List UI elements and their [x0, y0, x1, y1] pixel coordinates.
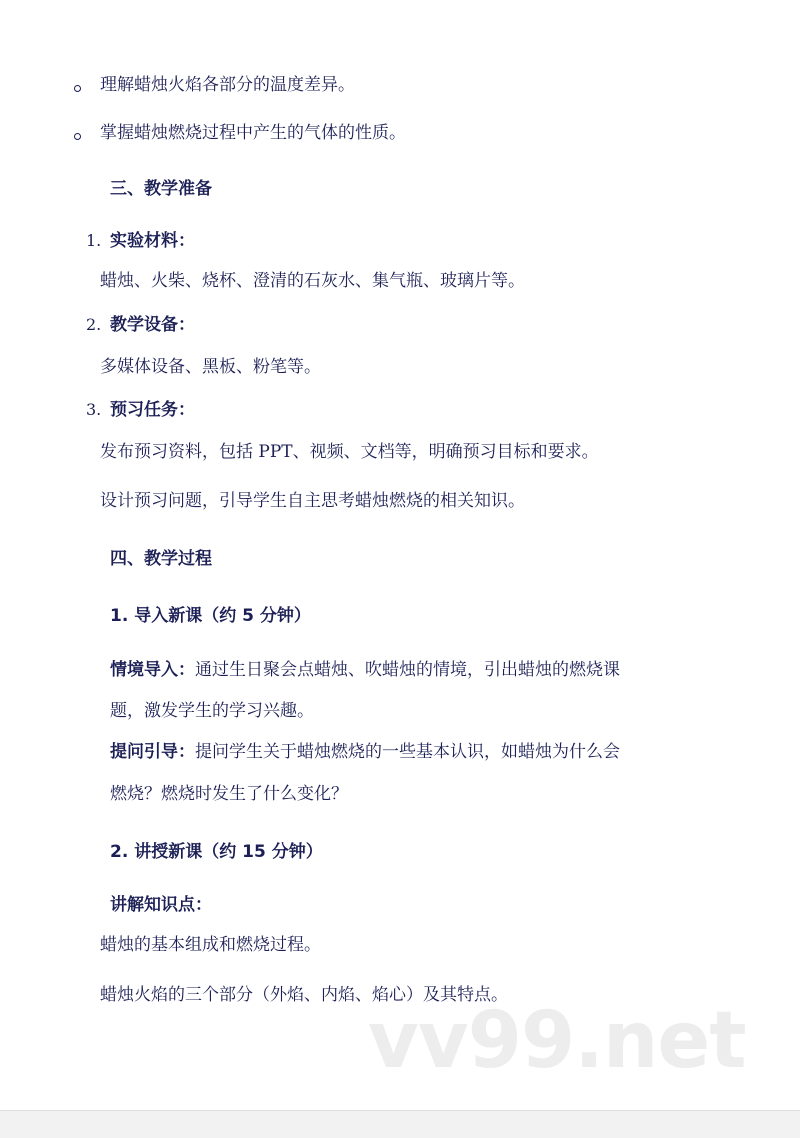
- paragraph-label: 情境导入：: [110, 660, 195, 680]
- list-number: 2.: [86, 315, 102, 334]
- bullet-icon: [74, 85, 81, 92]
- objective-text: 理解蜡烛火焰各部分的温度差异。: [100, 75, 355, 95]
- paragraph-label: 提问引导：: [110, 742, 195, 762]
- objective-text: 掌握蜡烛燃烧过程中产生的气体的性质。: [100, 123, 406, 143]
- list-item-body: 发布预习资料，包括 PPT、视频、文档等，明确预习目标和要求。: [100, 442, 599, 462]
- list-number: 1.: [86, 231, 102, 250]
- paragraph-line: 题，激发学生的学习兴趣。: [110, 701, 314, 721]
- list-number: 3.: [86, 400, 102, 419]
- page-footer-bar: [0, 1110, 800, 1138]
- list-item-title: 实验材料：: [110, 231, 195, 251]
- bullet-icon: [74, 133, 81, 140]
- paragraph-label: 讲解知识点：: [110, 895, 212, 915]
- paragraph-text: 通过生日聚会点蜡烛、吹蜡烛的情境，引出蜡烛的燃烧课: [195, 660, 620, 680]
- paragraph-line: [110, 740, 620, 764]
- paragraph-line: 蜡烛火焰的三个部分（外焰、内焰、焰心）及其特点。: [100, 985, 508, 1005]
- list-item-body: 多媒体设备、黑板、粉笔等。: [100, 357, 321, 377]
- subsection-title: 2. 讲授新课（约 15 分钟）: [110, 842, 323, 862]
- watermark: vv99.net: [368, 996, 746, 1086]
- paragraph-line: 蜡烛的基本组成和燃烧过程。: [100, 935, 321, 955]
- paragraph-line: [110, 658, 620, 682]
- section-heading: 三、教学准备: [110, 179, 212, 199]
- list-item-title: 预习任务：: [110, 400, 195, 420]
- paragraph-text: 提问学生关于蜡烛燃烧的一些基本认识，如蜡烛为什么会: [195, 742, 620, 762]
- subsection-title: 1. 导入新课（约 5 分钟）: [110, 606, 311, 626]
- list-item-body: 蜡烛、火柴、烧杯、澄清的石灰水、集气瓶、玻璃片等。: [100, 271, 525, 291]
- section-heading: 四、教学过程: [110, 549, 212, 569]
- paragraph-line: 燃烧？燃烧时发生了什么变化？: [110, 784, 348, 804]
- list-item-body: 设计预习问题，引导学生自主思考蜡烛燃烧的相关知识。: [100, 491, 525, 511]
- list-item-title: 教学设备：: [110, 315, 195, 335]
